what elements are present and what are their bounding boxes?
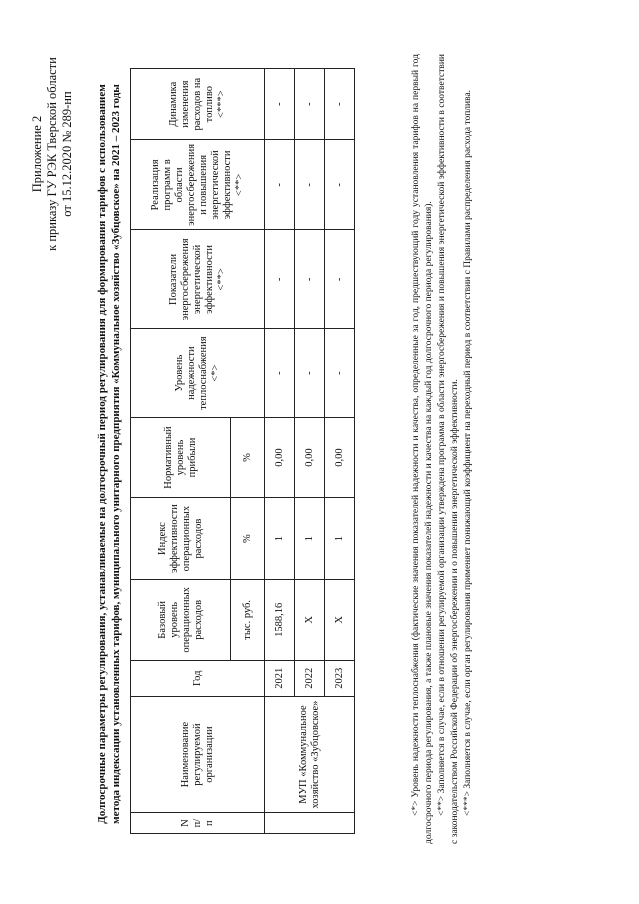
cell-opex-index: 1 — [325, 498, 355, 580]
appendix-order-date: от 15.12.2020 № 289-нп — [60, 91, 74, 217]
cell-profit: 0,00 — [295, 417, 325, 497]
cell-programs: - — [265, 140, 295, 230]
cell-fuel: - — [325, 69, 355, 140]
cell-num — [265, 813, 355, 834]
header-num: N п/п — [131, 813, 265, 834]
header-programs: Реализация программ в области энергосбережения и повышения энергетической эффективности <**> — [131, 140, 265, 230]
header-fuel: Динамика изменения расходов на топливо <***> — [131, 69, 265, 140]
cell-fuel: - — [295, 69, 325, 140]
cell-opex-index: 1 — [265, 498, 295, 580]
cell-reliability: - — [295, 329, 325, 418]
header-reliability: Уровень надежности теплоснабжения <*> — [131, 329, 265, 418]
cell-base-opex: Х — [325, 580, 355, 661]
footnote-fuel: <***> Заполняется в случае, если орган регулирования применяет понижающий коэффициент на переходный период в соответствии с Правилами распределения расхода топлива. — [463, 89, 473, 816]
cell-year: 2021 — [265, 660, 295, 696]
cell-opex-index: 1 — [295, 498, 325, 580]
cell-reliability: - — [265, 329, 295, 418]
appendix-header — [30, 24, 75, 284]
cell-year: 2023 — [325, 660, 355, 696]
cell-base-opex: 1588,16 — [265, 580, 295, 661]
header-base-opex: Базовый уровень операционных расходов — [131, 580, 231, 661]
footnote-reliability: <*> Уровень надежности теплоснабжения (фактические значения показателей надежности и качества, определенные за год, предшествующий году установления тарифов на первый год долгосрочного периода регулирования, а также плановые значения показателей надежности и качества на каждый год долгосрочного периода регулирования). — [411, 54, 434, 844]
appendix-order-ref: к приказу ГУ РЭК Тверской области — [45, 57, 59, 251]
cell-energy: - — [325, 230, 355, 329]
cell-base-opex: Х — [295, 580, 325, 661]
cell-year: 2022 — [295, 660, 325, 696]
unit-base-opex: тыс. руб. — [231, 580, 265, 661]
footnote-energy-saving: <**> Заполняется в случае, если в отношении регулируемой организации утверждена программа в области энергосбережения и повышения энергетической эффективности в соответствии с законодательством Российской Федерации об энергосбережении и о повышении энергетической эффективности. — [437, 54, 460, 844]
parameters-table — [130, 68, 355, 834]
cell-profit: 0,00 — [325, 417, 355, 497]
cell-org-name: МУП «Коммунальное хозяйство «Зубцовское» — [265, 696, 355, 812]
header-year: Год — [131, 660, 265, 696]
document-title-line-1: Долгосрочные параметры регулирования, устанавливаемые на долгосрочный период регулирования для формирования тарифов с использованием — [96, 84, 108, 824]
appendix-title: Приложение 2 — [30, 115, 44, 193]
unit-profit: % — [231, 417, 265, 497]
document-title — [96, 64, 123, 844]
document-title-line-2: метода индексации установленных тарифов, муниципального унитарного предприятия «Коммунальное хозяйство «Зубцовское» на 2021 – 2023 годы — [109, 84, 122, 824]
cell-energy: - — [265, 230, 295, 329]
cell-reliability: - — [325, 329, 355, 418]
cell-profit: 0,00 — [265, 417, 295, 497]
header-opex-index: Индекс эффективности операционных расходов — [131, 498, 231, 580]
cell-energy: - — [295, 230, 325, 329]
cell-programs: - — [325, 140, 355, 230]
footnotes — [410, 54, 475, 844]
cell-programs: - — [295, 140, 325, 230]
header-org-name: Наименование регулируемой организации — [131, 696, 265, 812]
table-header-row — [131, 69, 231, 834]
cell-fuel: - — [265, 69, 295, 140]
header-profit: Нормативный уровень прибыли — [131, 417, 231, 497]
unit-opex-index: % — [231, 498, 265, 580]
table-row — [265, 69, 295, 834]
header-energy-indicators: Показатели энергосбережения энергетической эффективности <**> — [131, 230, 265, 329]
